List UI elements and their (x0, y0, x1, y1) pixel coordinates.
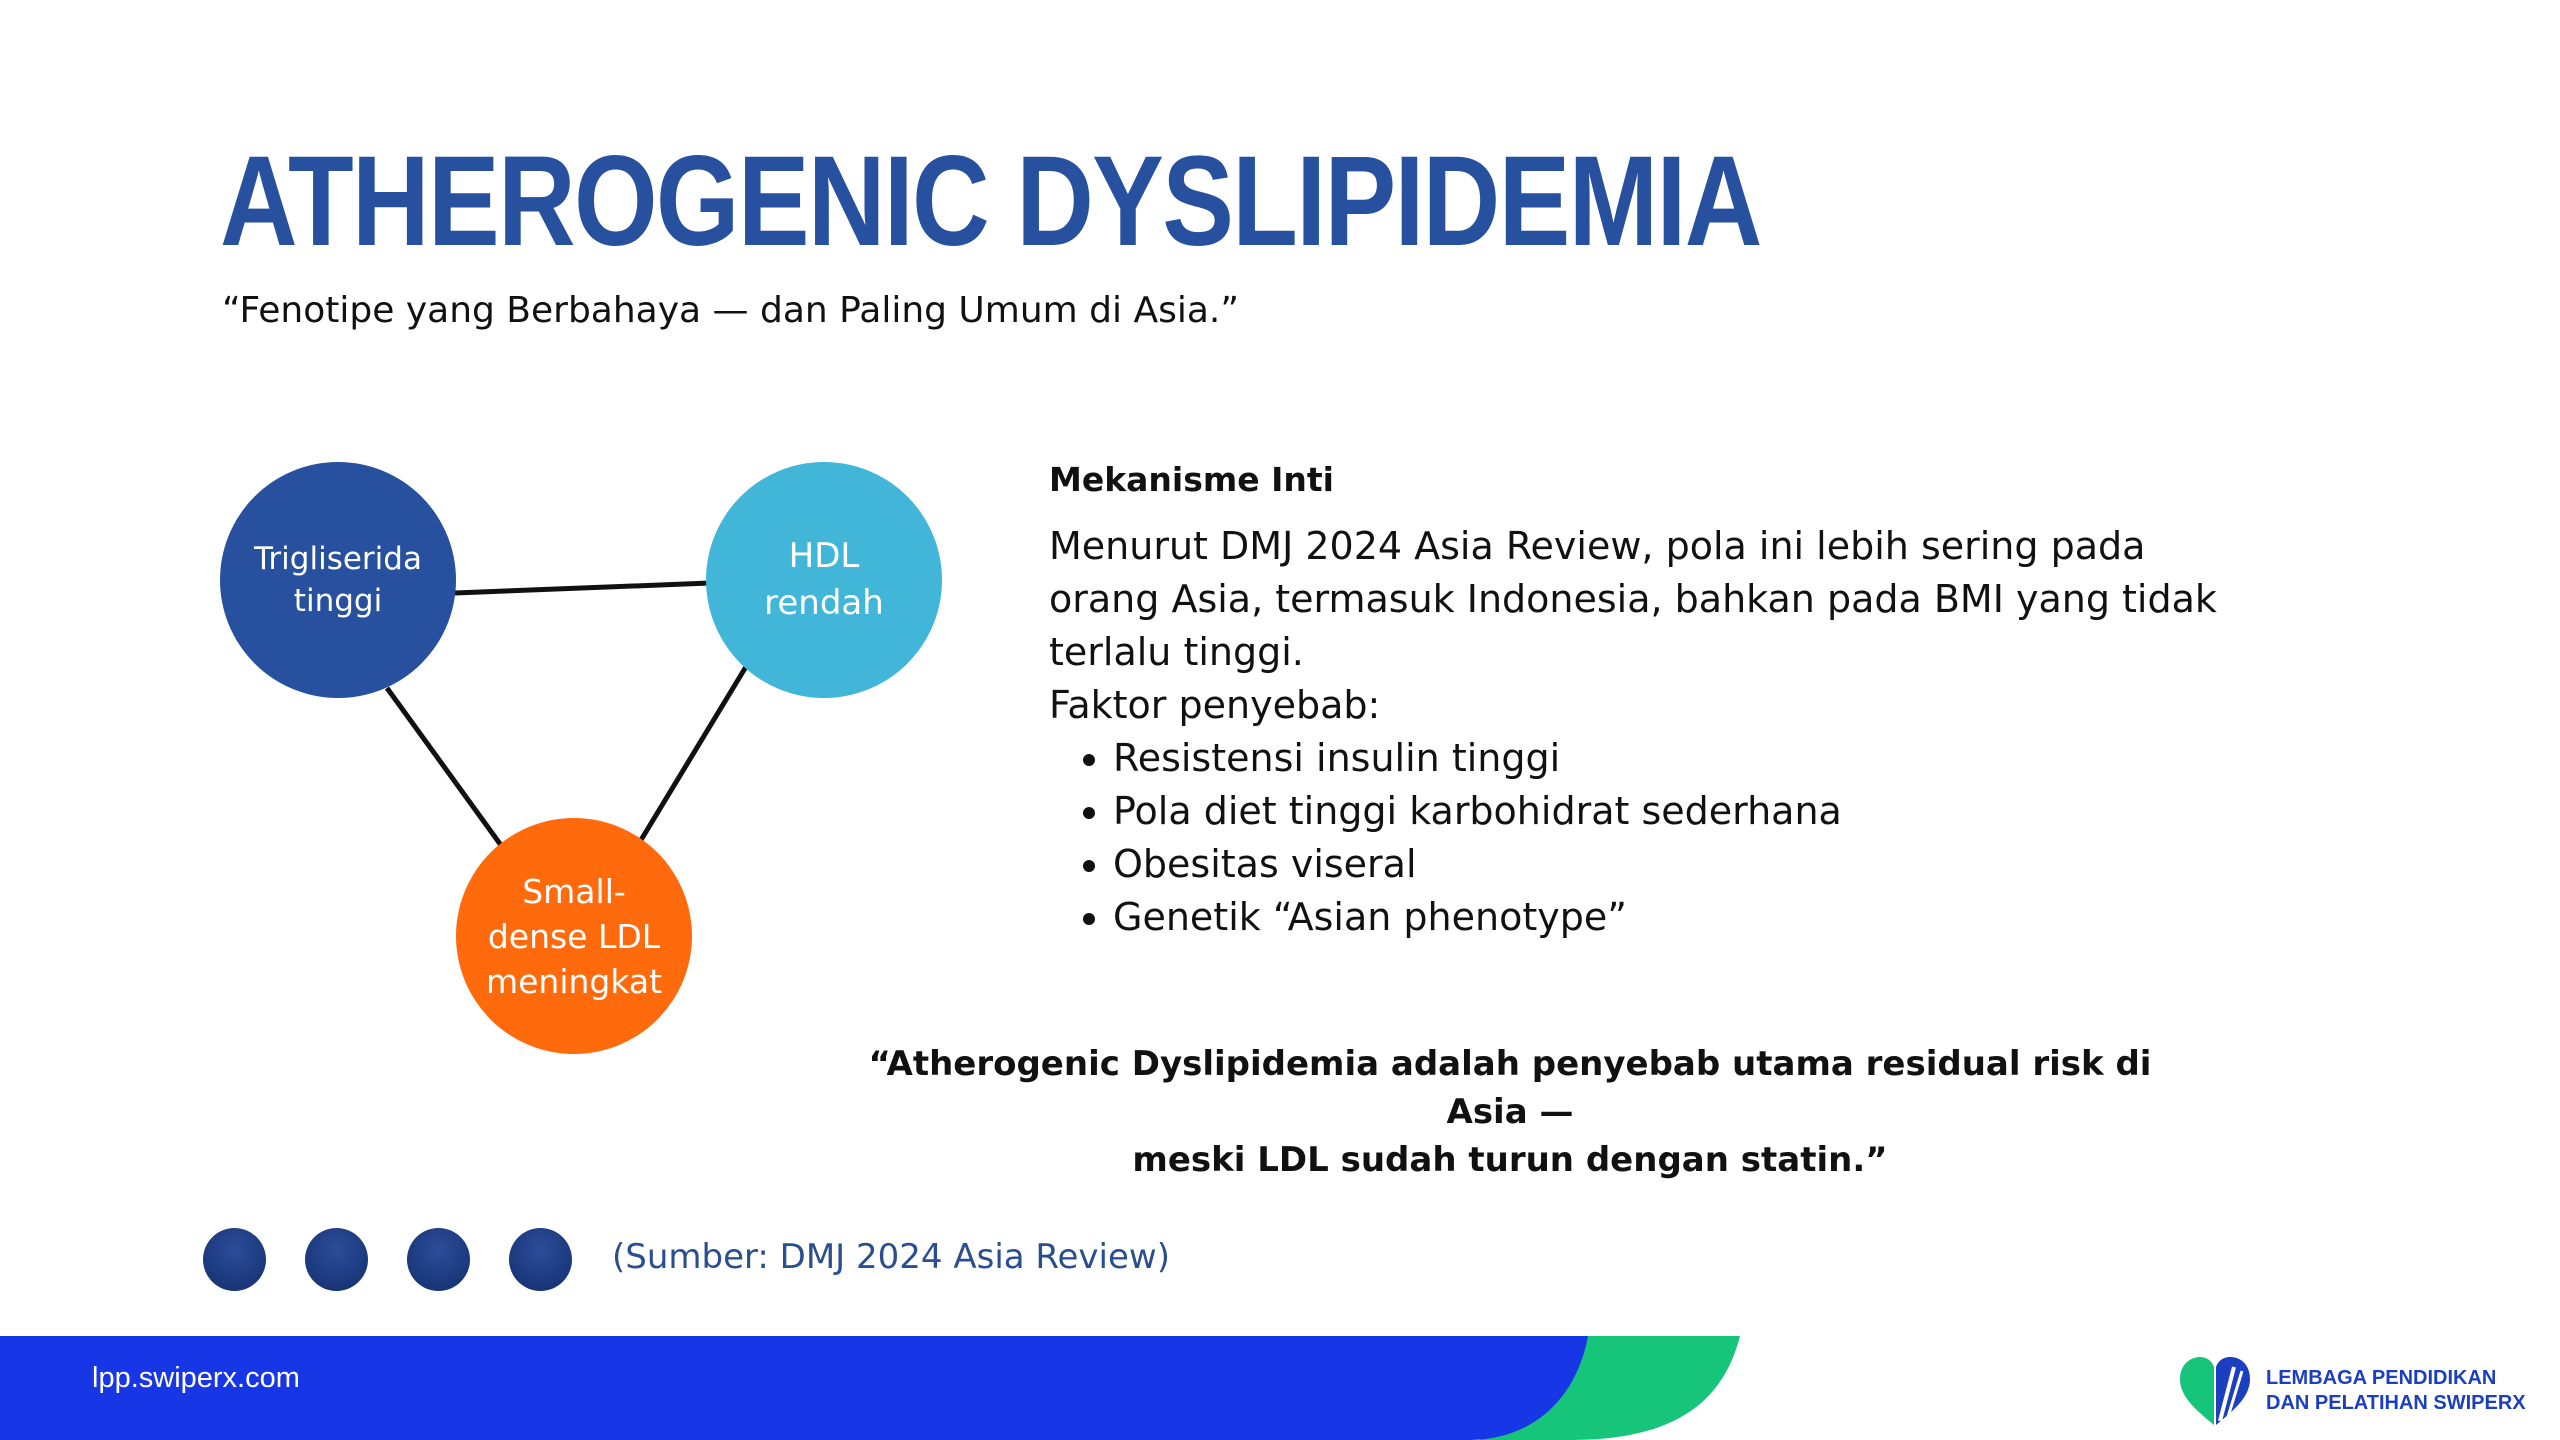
logo-line2: DAN PELATIHAN SWIPERX (2266, 1392, 2526, 1414)
connector-tg-hdl (455, 583, 710, 593)
decorative-dots (203, 1228, 572, 1291)
dot (203, 1228, 266, 1291)
connector-hdl-ldl (641, 665, 747, 840)
quote-line2: meski LDL sudah turun dengan statin.” (1132, 1140, 1888, 1180)
list-item: • Genetik “Asian phenotype” (1113, 891, 2249, 944)
brand-logo (2176, 1355, 2526, 1427)
dot (407, 1228, 470, 1291)
heart-logo-icon (2176, 1355, 2254, 1427)
mechanism-heading: Mekanisme Inti (1049, 460, 1334, 499)
node-hdl (706, 462, 942, 698)
list-item: • Obesitas viseral (1113, 838, 2249, 891)
factors-label: Faktor penyebab: (1049, 683, 1381, 727)
node-trigliserida-line1: Trigliserida (254, 541, 422, 577)
logo-text (2266, 1366, 2526, 1416)
list-item: • Resistensi insulin tinggi (1113, 732, 2249, 785)
node-ldl (456, 818, 692, 1054)
list-item: • Pola diet tinggi karbohidrat sederhana (1113, 785, 2249, 838)
quote-line1: “Atherogenic Dyslipidemia adalah penyebab utama residual risk di Asia — (868, 1044, 2152, 1132)
mechanism-paragraph: Menurut DMJ 2024 Asia Review, pola ini lebih sering pada orang Asia, termasuk Indonesia, bahkan pada BMI yang tidak terlalu tinggi. (1049, 524, 2217, 674)
dot (509, 1228, 572, 1291)
source-citation: (Sumber: DMJ 2024 Asia Review) (612, 1237, 1170, 1277)
node-ldl-line3: meningkat (485, 961, 663, 1001)
highlight-quote (860, 1040, 2160, 1184)
mechanism-body (1049, 520, 2249, 944)
footer-url[interactable]: lpp.swiperx.com (92, 1362, 300, 1394)
connector-tg-ldl (387, 688, 503, 848)
node-trigliserida-line2: tinggi (293, 583, 383, 619)
node-hdl-line1: HDL (788, 536, 860, 576)
node-ldl-line1: Small- (522, 871, 626, 911)
node-ldl-line2: dense LDL (487, 916, 661, 956)
dot (305, 1228, 368, 1291)
factors-list (1049, 732, 2249, 944)
node-trigliserida (220, 462, 456, 698)
page-subtitle: “Fenotipe yang Berbahaya — dan Paling Umum di Asia.” (222, 290, 1240, 331)
node-hdl-line2: rendah (764, 583, 884, 623)
page-title: ATHEROGENIC DYSLIPIDEMIA (220, 130, 1761, 273)
logo-line1: LEMBAGA PENDIDIKAN (2266, 1367, 2497, 1389)
